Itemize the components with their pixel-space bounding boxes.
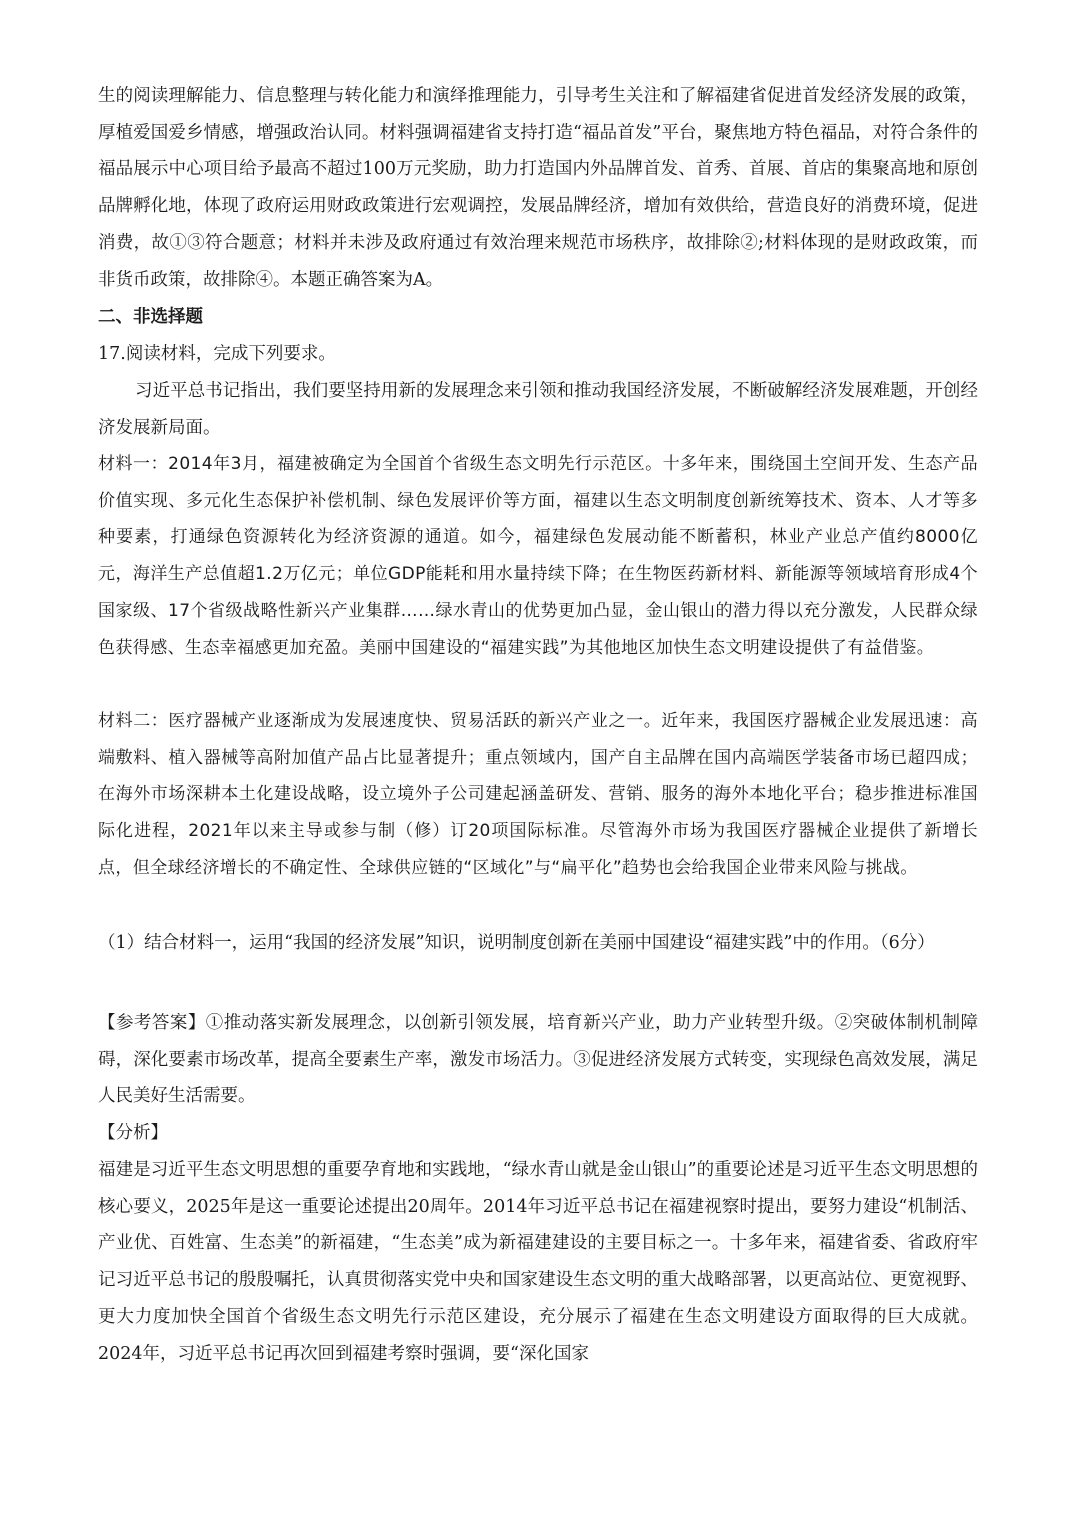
previous-analysis-paragraph: 生的阅读理解能力、信息整理与转化能力和演绎推理能力，引导考生关注和了解福建省促进首发经济发展的政策，厚植爱国爱乡情感，增强政治认同。材料强调福建省支持打造“福品首发”平台，聚焦地方特色福品，对符合条件的福品展示中心项目给予最高不超过100万元奖励，助力打造国内外品牌首发、首秀、首展、首店的集聚高地和原创品牌孵化地，体现了政府运用财政政策进行宏观调控，发展品牌经济，增加有效供给，营造良好的消费环境，促进消费，故①③符合题意；材料并未涉及政府通过有效治理来规范市场秩序，故排除②;材料体现的是财政政策，而非货币政策，故排除④。本题正确答案为A。 [98,86,978,290]
analysis-paragraph: 福建是习近平生态文明思想的重要孕育地和实践地，“绿水青山就是金山银山”的重要论述是习近平生态文明思想的核心要义，2025年是这一重要论述提出20周年。2014年习近平总书记在福建视察时提出，要努力建设“机制活、产业优、百姓富、生态美”的新福建，“生态美”成为新福建建设的主要目标之一。十多年来，福建省委、省政府牢记习近平总书记的殷殷嘱托，认真贯彻落实党中央和国家建设生态文明的重大战略部署，以更高站位、更宽视野、更大力度加快全国首个省级生态文明先行示范区建设，充分展示了福建在生态文明建设方面取得的巨大成就。2024年，习近平总书记再次回到福建考察时强调，要“深化国家 [98,1160,978,1364]
material-two: 材料二：医疗器械产业逐渐成为发展速度快、贸易活跃的新兴产业之一。近年来，我国医疗器械企业发展迅速：高端敷料、植入器械等高附加值产品占比显著提升；重点领域内，国产自主品牌在国内高端医学装备市场已超四成；在海外市场深耕本土化建设战略，设立境外子公司建起涵盖研发、营销、服务的海外本地化平台；稳步推进标准国际化进程，2021年以来主导或参与制（修）订20项国际标准。尽管海外市场为我国医疗器械企业提供了新增长点，但全球经济增长的不确定性、全球供应链的“区域化”与“扁平化”趋势也会给我国企业带来风险与挑战。 [98,711,978,878]
question-17-intro: 习近平总书记指出，我们要坚持用新的发展理念来引领和推动我国经济发展，不断破解经济发展难题，开创经济发展新局面。 [98,381,978,438]
material-one: 材料一：2014年3月，福建被确定为全国首个省级生态文明先行示范区。十多年来，围绕国土空间开发、生态产品价值实现、多元化生态保护补偿机制、绿色发展评价等方面，福建以生态文明制度创新统筹技术、资本、人才等多种要素，打通绿色资源转化为经济资源的通道。如今，福建绿色发展动能不断蓄积，林业产业总产值约8000亿元，海洋生产总值超1.2万亿元；单位GDP能耗和用水量持续下降；在生物医药新材料、新能源等领域培育形成4个国家级、17个省级战略性新兴产业集群……绿水青山的优势更加凸显，金山银山的潜力得以充分激发，人民群众绿色获得感、生态幸福感更加充盈。美丽中国建设的“福建实践”为其他地区加快生态文明建设提供了有益借鉴。 [98,454,978,658]
section-heading: 二、非选择题 [98,307,203,327]
reference-answer: 【参考答案】①推动落实新发展理念，以创新引领发展，培育新兴产业，助力产业转型升级。②突破体制机制障碍，深化要素市场改革，提高全要素生产率，激发市场活力。③促进经济发展方式转变，实现绿色高效发展，满足人民美好生活需要。 [98,1013,978,1107]
sub-question-1: （1）结合材料一，运用“我国的经济发展”知识，说明制度创新在美丽中国建设“福建实践”中的作用。（6分） [98,933,935,953]
question-17-stem: 17.阅读材料，完成下列要求。 [98,344,336,364]
analysis-heading: 【分析】 [98,1123,168,1143]
